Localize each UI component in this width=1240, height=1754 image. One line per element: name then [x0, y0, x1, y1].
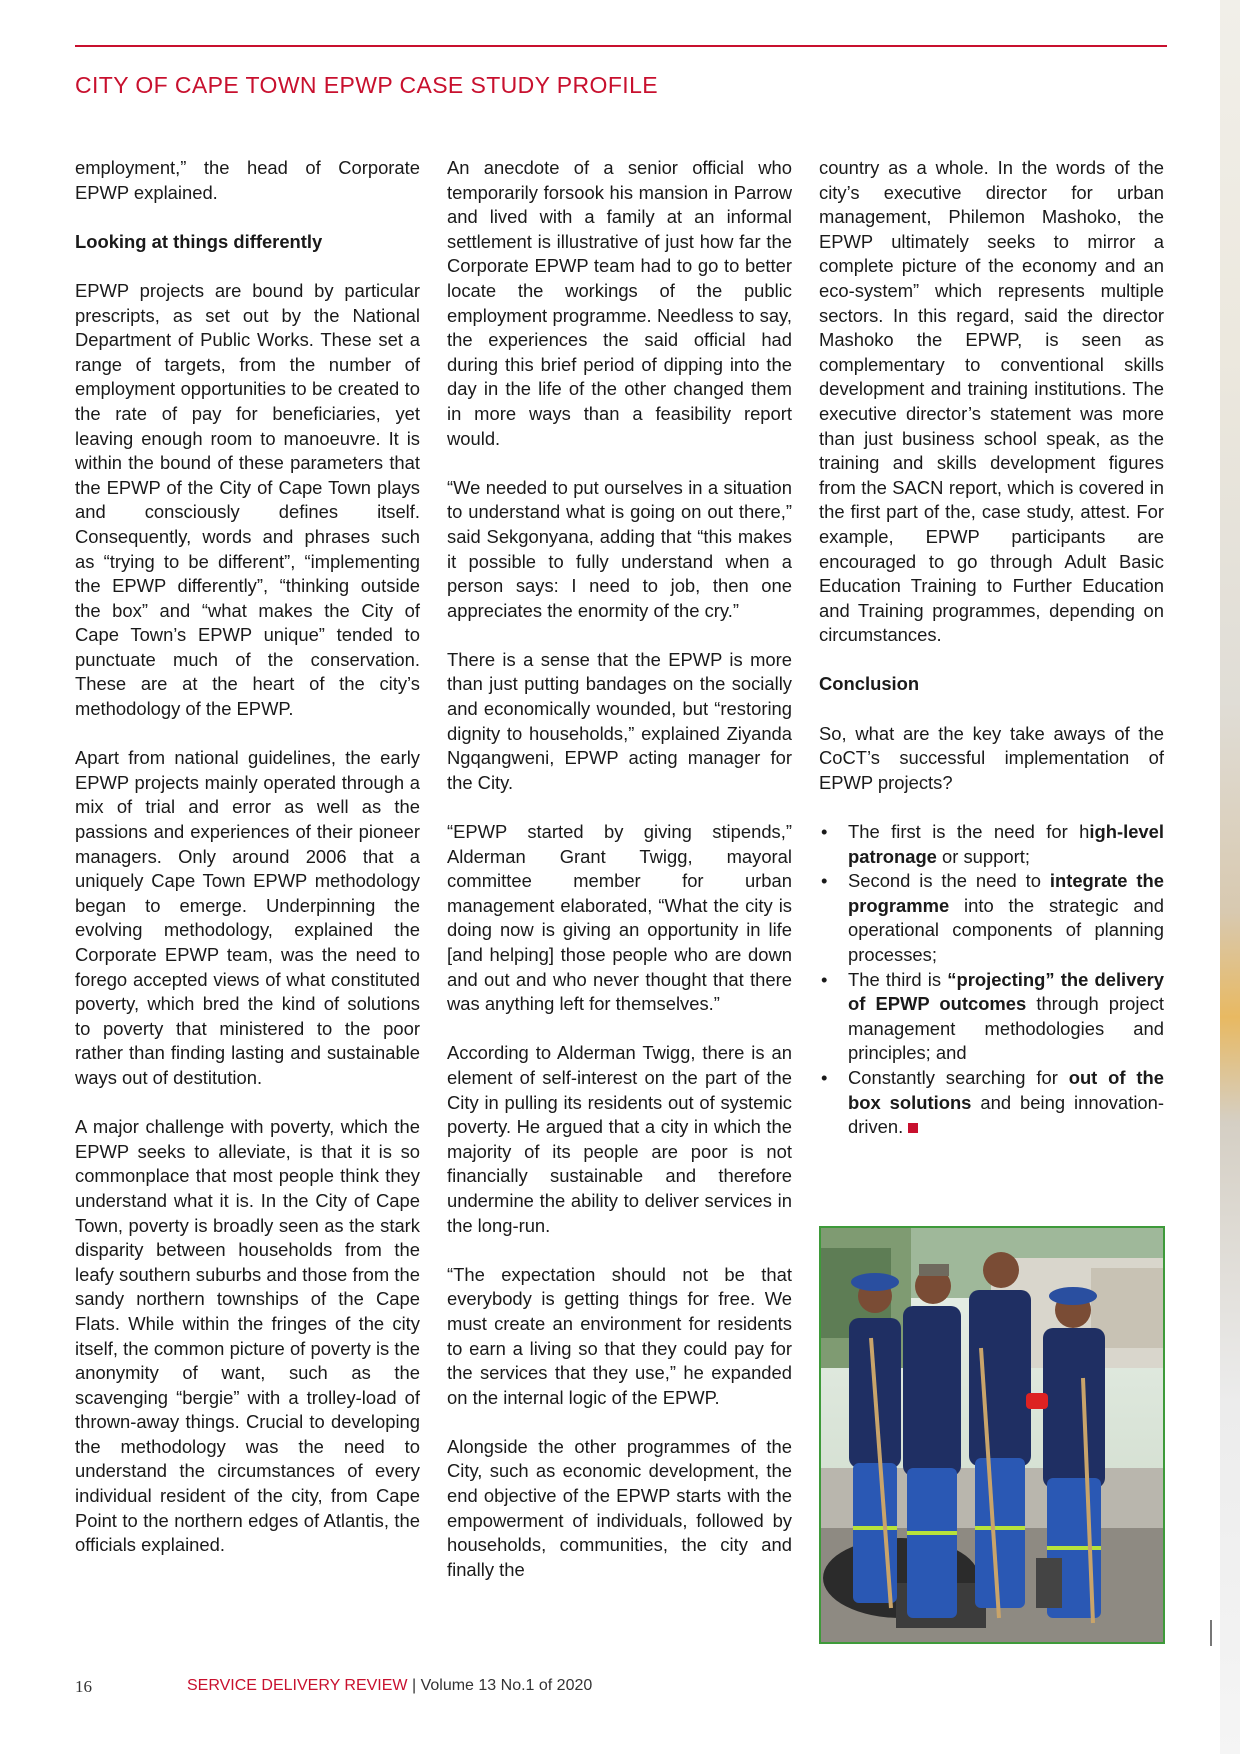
- workers-photo-illustration: [821, 1228, 1163, 1642]
- paragraph: Alongside the other programmes of the City, such as economic development, the end objective of the EPWP starts with the empowerment of individuals, followed by households, communities, the city and finally the: [447, 1435, 792, 1580]
- bullet-icon: •: [821, 821, 828, 843]
- bullet-icon: •: [821, 870, 828, 892]
- paragraph: EPWP projects are bound by particular prescripts, as set out by the National Department of Public Works. These set a range of targets, from the number of employment opportunities to be created to the rate of pay for beneficiaries, yet leaving enough room to manoeuvre. It is within the bound of these parameters that the EPWP of the City of Cape Town plays and consciously defines itself. Consequently, words and phrases such as “trying to be different”, “implementing the EPWP differently”, “thinking outside the box” and “what makes the City of Cape Town’s EPWP unique” tended to punctuate much of the conservation. These are at the heart of the city’s methodology of the EPWP.: [75, 279, 420, 720]
- paragraph: “We needed to put ourselves in a situation to understand what is going on out there,” said Sekgonyana, adding that “this makes it possible to fully understand when a person says: I need to job, then one appreciates the enormity of the cry.”: [447, 476, 792, 621]
- publication-name: SERVICE DELIVERY REVIEW: [187, 1677, 408, 1694]
- list-item-emphasis: integrate the programme: [848, 870, 1164, 916]
- list-item-emphasis: “projecting” the delivery of EPWP outcomes: [848, 968, 1164, 1015]
- list-item-emphasis: igh-level patronage: [848, 821, 1164, 867]
- paragraph: So, what are the key take aways of the CoCT’s successful implementation of EPWP projects?: [819, 722, 1164, 793]
- page-header-title: CITY OF CAPE TOWN EPWP CASE STUDY PROFILE: [75, 72, 658, 98]
- paragraph: “EPWP started by giving stipends,” Alderman Grant Twigg, mayoral committee member for urban management elaborated, “What the city is doing now is giving an opportunity in life [and helping] those people who are down and out and who never thought that there was anything left for themselves.”: [447, 821, 792, 1015]
- edge-tick: [1210, 1620, 1212, 1646]
- page-number: 16: [75, 1677, 92, 1696]
- paragraph: According to Alderman Twigg, there is an element of self-interest on the part of the City in pulling its residents out of systemic poverty. He argued that a city in which the majority of its people are poor is not financially sustainable and therefore undermine the ability to deliver services in the long-run.: [447, 1042, 792, 1236]
- page-edge-strip: [1220, 0, 1240, 1754]
- paragraph: Apart from national guidelines, the early EPWP projects mainly operated through a mix of trial and error as well as the passions and experiences of their pioneer managers. Only around 2006 that a uniquely Cape Town EPWP methodology began to emerge. Underpinning the evolving methodology, explained the Corporate EPWP team, was the need to forego accepted views of what constituted poverty, which bred the kind of solutions to poverty that ministered to the poor rather than finding lasting and sustainable ways out of destitution.: [75, 747, 420, 1088]
- list-item: [819, 1066, 1164, 1140]
- footer-separator: |: [407, 1677, 421, 1694]
- list-item: [819, 968, 1164, 1066]
- paragraph: country as a whole. In the words of the city’s executive director for urban management, Philemon Mashoko, the EPWP ultimately seeks to mirror a complete picture of the economy and an eco-system” which represents multiple sectors. In this regard, said the director Mashoko the EPWP, is seen as complementary to conventional skills development and training institutions. The executive director’s statement was more than just business school speak, as the training and skills development figures from the SACN report, which is covered in the first part of the, case study, attest. For example, EPWP participants are encouraged to go through Adult Basic Education Training to Further Education and Training programmes, depending on circumstances.: [819, 157, 1164, 646]
- list-item-text: The third is: [848, 968, 948, 990]
- section-heading: Conclusion: [819, 673, 920, 695]
- section-heading: Looking at things differently: [75, 230, 323, 252]
- list-item-text: or support;: [936, 845, 1030, 867]
- paragraph: “The expectation should not be that everybody is getting things for free. We must create an environment for residents to earn a living so that they could pay for the services that they use,” he expanded on the internal logic of the EPWP.: [447, 1263, 792, 1408]
- list-item-emphasis: out of the box solutions: [848, 1066, 1164, 1113]
- paragraph: An anecdote of a senior official who temporarily forsook his mansion in Parrow and lived with a family at an informal settlement is illustrative of just how far the Corporate EPWP team had to go to better locate the workings of the public employment programme. Needless to say, the experiences the said official had during this brief period of dipping into the day in the life of the other changed them in more ways than a feasibility report would.: [447, 157, 792, 449]
- list-item: [819, 820, 1164, 869]
- footer-publication: [187, 1677, 592, 1695]
- list-item-text: Second is the need to: [848, 870, 1050, 892]
- text-column-2: [447, 156, 792, 1607]
- bullet-icon: •: [821, 968, 828, 990]
- header-rule: [75, 45, 1167, 47]
- paragraph: employment,” the head of Corporate EPWP explained.: [75, 157, 420, 203]
- bullet-icon: •: [821, 1066, 828, 1088]
- volume-info: Volume 13 No.1 of 2020: [420, 1677, 593, 1694]
- list-item-text: into the strategic and operational components of planning processes;: [848, 894, 1164, 965]
- text-column-3: [819, 156, 1164, 1140]
- paragraph: A major challenge with poverty, which the EPWP seeks to alleviate, is that it is so commonplace that most people think they understand what it is. In the City of Cape Town, poverty is broadly seen as the stark disparity between households from the leafy southern suburbs and those from the sandy northern townships of the Cape Flats. While within the fringes of the city itself, the common picture of poverty is the anonymity of want, such as the scavenging “bergie” with a trolley-load of thrown-away things. Crucial to developing the methodology was the need to understand the circumstances of every individual resident of the city, from Cape Point to the northern edges of Atlantis, the officials explained.: [75, 1116, 420, 1556]
- list-item: [819, 869, 1164, 967]
- list-item-text: The first is the need for h: [848, 821, 1090, 843]
- list-item-text: and being innovation-driven.: [848, 1091, 1165, 1138]
- takeaways-list: [819, 820, 1164, 1140]
- list-item-text: through project management methodologies and principles; and: [848, 993, 1164, 1064]
- list-item-text: Constantly searching for: [848, 1066, 1069, 1088]
- paragraph: There is a sense that the EPWP is more than just putting bandages on the socially and economically wounded, but “restoring dignity to households,” explained Ziyanda Ngqangweni, EPWP acting manager for the City.: [447, 648, 792, 793]
- workers-photo: [819, 1226, 1165, 1644]
- text-column-1: [75, 156, 420, 1582]
- end-of-article-icon: [908, 1123, 918, 1133]
